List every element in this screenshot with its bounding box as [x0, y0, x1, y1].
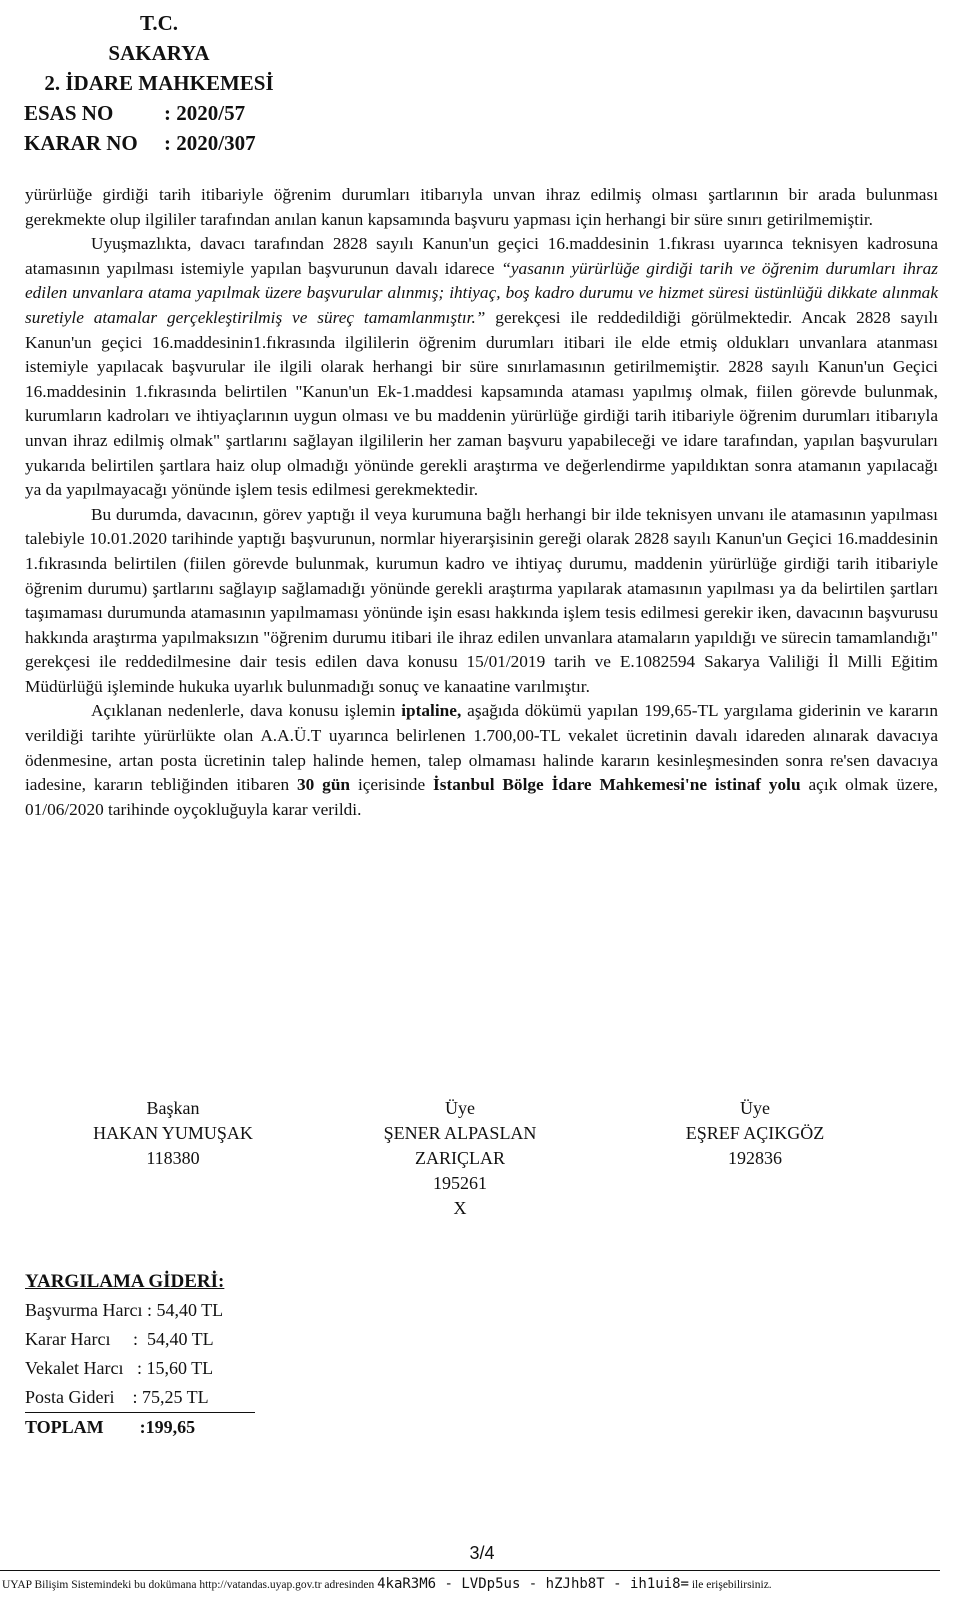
signature-name: HAKAN YUMUŞAK	[93, 1123, 253, 1143]
paragraph-4-text-e: içerisinde	[350, 775, 434, 795]
page-number: 3/4	[469, 1543, 495, 1563]
paragraph-2-text-b: gerekçesi ile reddedildiği görülmektedir. Ancak 2828 sayılı Kanun'un geçici 16.maddesinin1.fıkrasında ilgililerin öğrenim durumları itibari ile elde etmiş oldukları unvanlara atanması istemiyle yapılacak başvurular ile ilgili olarak herhangi bir süre sınırlamasının getirilmemiştir. 2828 sayılı Kanun'un Geçici 16.maddesinin 1.fıkrasında belirtilen "Kanun'un Ek-1.maddesi kapsamında ataması yapılmış olmak, fiilen görevde bulunmak, kurumların kadroları ve ihtiyaçlarının uygun olması ve bu maddenin yürürlüğe girdiği tarih itibariyle öğrenim durumları itibarıyla unvan ihraz edilmiş olmak" şartlarını sağlayan ilgililerin her zaman başvuru yapabileceği ve idare tarafından, yapılan başvuruları yukarıda belirtilen şartlara haiz olup olmadığı yönünde gerekli araştırma ve değerlendirme yapıldıktan sonra atamanın yapılacağı ya da yapılmayacağı yönünde işlem tesis edilmesi gerekmektedir.	[25, 307, 939, 500]
verification-code: 4kaR3M6 - LVDp5us - hZJhb8T - ih1ui8=	[377, 1576, 689, 1592]
footer-divider	[0, 1570, 940, 1571]
signature-role: Başkan	[146, 1098, 200, 1118]
footer-suffix: ile erişebilirsiniz.	[688, 1579, 772, 1591]
signature-role: Üye	[445, 1098, 475, 1118]
expense-row: Posta Gideri : 75,25 TL	[25, 1383, 255, 1413]
expenses-title: YARGILAMA GİDERİ:	[25, 1271, 225, 1292]
expense-row: Başvurma Harcı : 54,40 TL	[25, 1300, 224, 1320]
karar-no-row	[24, 128, 294, 158]
signature-role: Üye	[740, 1098, 770, 1118]
paragraph-4-iptal: iptaline,	[401, 701, 462, 721]
paragraph-4-text-c: aşağıda dökümü yapılan 199,65-TL yargılama giderinin ve kararın verildiği tarihte yürürlükte olan A.A.Ü.T uyarınca belirlenen 1.700,00-TL vekalet ücretinin davalı idareden alınarak davacıya ödenmesine, artan posta ücretinin talep halinde hemen, talep olmaması halinde kararın kesinleşmesinden sonra re'sen davacıya iadesine, kararın tebliğinden itibaren	[25, 701, 938, 795]
signature-member-2	[660, 1096, 850, 1171]
signature-id: 192836	[728, 1148, 782, 1168]
signature-id: 195261	[433, 1173, 487, 1193]
signature-id: 118380	[146, 1148, 200, 1168]
footer-note	[2, 1576, 772, 1592]
paragraph-2-quote: “yasanın yürürlüğe girdiği tarih ve öğrenim durumları ihraz edilen unvanlara atama yapılmak üzere başvurular alınmış; ihtiyaç, boş kadro durumu ve hizmet süresi üstünlüğü dikkate alınmak suretiyle atamalar gerçekleştirilmiş ve süreç tamamlanmıştır.”	[25, 258, 938, 327]
karar-no-label: KARAR NO	[24, 131, 138, 155]
esas-no-value: : 2020/57	[164, 101, 246, 125]
header-tc: T.C.	[139, 11, 179, 35]
expense-total: TOPLAM :199,65	[25, 1417, 196, 1437]
esas-no-label: ESAS NO	[24, 101, 114, 125]
signature-name: ŞENER ALPASLAN	[383, 1123, 537, 1143]
paragraph-1: yürürlüğe girdiği tarih itibariyle öğrenim durumları itibarıyla unvan ihraz edilmiş olması şartlarının bir arada bulunması gerekmekte olup ilgililer tarafından anılan kanun kapsamında başvuru yapması için herhangi bir süre sınırı getirilmemiştir.	[25, 185, 938, 229]
paragraph-2-text-a: Uyuşmazlıkta, davacı tarafından 2828 sayılı Kanun'un geçici 16.maddesinin 1.fıkrası uyarınca teknisyen kadrosuna atamasının yapılması istemiyle yapılan başvurunun davalı idarece	[25, 234, 938, 278]
paragraph-4-appeal-court: İstanbul Bölge İdare Mahkemesi'ne istinaf yolu	[433, 775, 801, 795]
expense-row: Karar Harcı : 54,40 TL	[25, 1329, 214, 1349]
signature-name-2: ZARIÇLAR	[415, 1148, 505, 1168]
karar-no-value: : 2020/307	[164, 131, 256, 155]
header-court: 2. İDARE MAHKEMESİ	[44, 71, 274, 95]
footer-prefix: UYAP Bilişim Sistemindeki bu dokümana http://vatandas.uyap.gov.tr adresinden	[2, 1579, 378, 1591]
dissent-mark: X	[453, 1198, 467, 1218]
signature-name: EŞREF AÇIKGÖZ	[685, 1123, 825, 1143]
paragraph-2	[25, 232, 938, 503]
decision-body	[25, 183, 938, 822]
paragraph-4-text-a: Açıklanan nedenlerle, dava konusu işlemin	[91, 701, 402, 721]
expense-row: Vekalet Harcı : 15,60 TL	[25, 1358, 214, 1378]
paragraph-4-text-g: açık olmak üzere, 01/06/2020 tarihinde oyçokluğuyla karar verildi.	[25, 775, 938, 819]
document-header	[24, 8, 294, 158]
signature-member-1	[365, 1096, 555, 1221]
header-city: SAKARYA	[108, 41, 210, 65]
expenses-table	[25, 1268, 255, 1442]
esas-no-row	[24, 98, 294, 128]
paragraph-4	[25, 699, 938, 822]
paragraph-3: Bu durumda, davacının, görev yaptığı il veya kurumuna bağlı herhangi bir ilde teknisyen unvanı ile atamasının yapılması talebiyle 10.01.2020 tarihinde yaptığı başvurunun, normlar hiyerarşisinin gereği olarak 2828 sayılı Kanun'un Geçici 16.maddesinin 1.fıkrasında belirtilen (fiilen görevde bulunmak, kurumun kadro ve ihtiyaç durumu, maddenin yürürlüğe girdiği tarih itibariyle öğrenim durumu) şartlarını sağlayıp sağlamadığı yönünde gerekli araştırma yapılarak atamasının yapılması ya da belirtilen şartları taşımaması durumunda atamasının yapılmaması yönünde işin esası hakkında işlem tesis edilmesi gerekir iken, davacının başvurusu hakkında araştırma yapılmaksızın "öğrenim durumu itibari ile ihraz edilen unvanlara atamaların yapıldığı ve sürecin tamamlandığı" gerekçesi ile reddedilmesine dair tesis edilen dava konusu 15/01/2019 tarih ve E.1082594 Sakarya Valiliği İl Milli Eğitim Müdürlüğü işleminde hukuka uyarlık bulunmadığı sonuç ve kanaatine varılmıştır.	[25, 504, 938, 696]
signature-president	[78, 1096, 268, 1171]
paragraph-4-duration: 30 gün	[297, 775, 351, 795]
